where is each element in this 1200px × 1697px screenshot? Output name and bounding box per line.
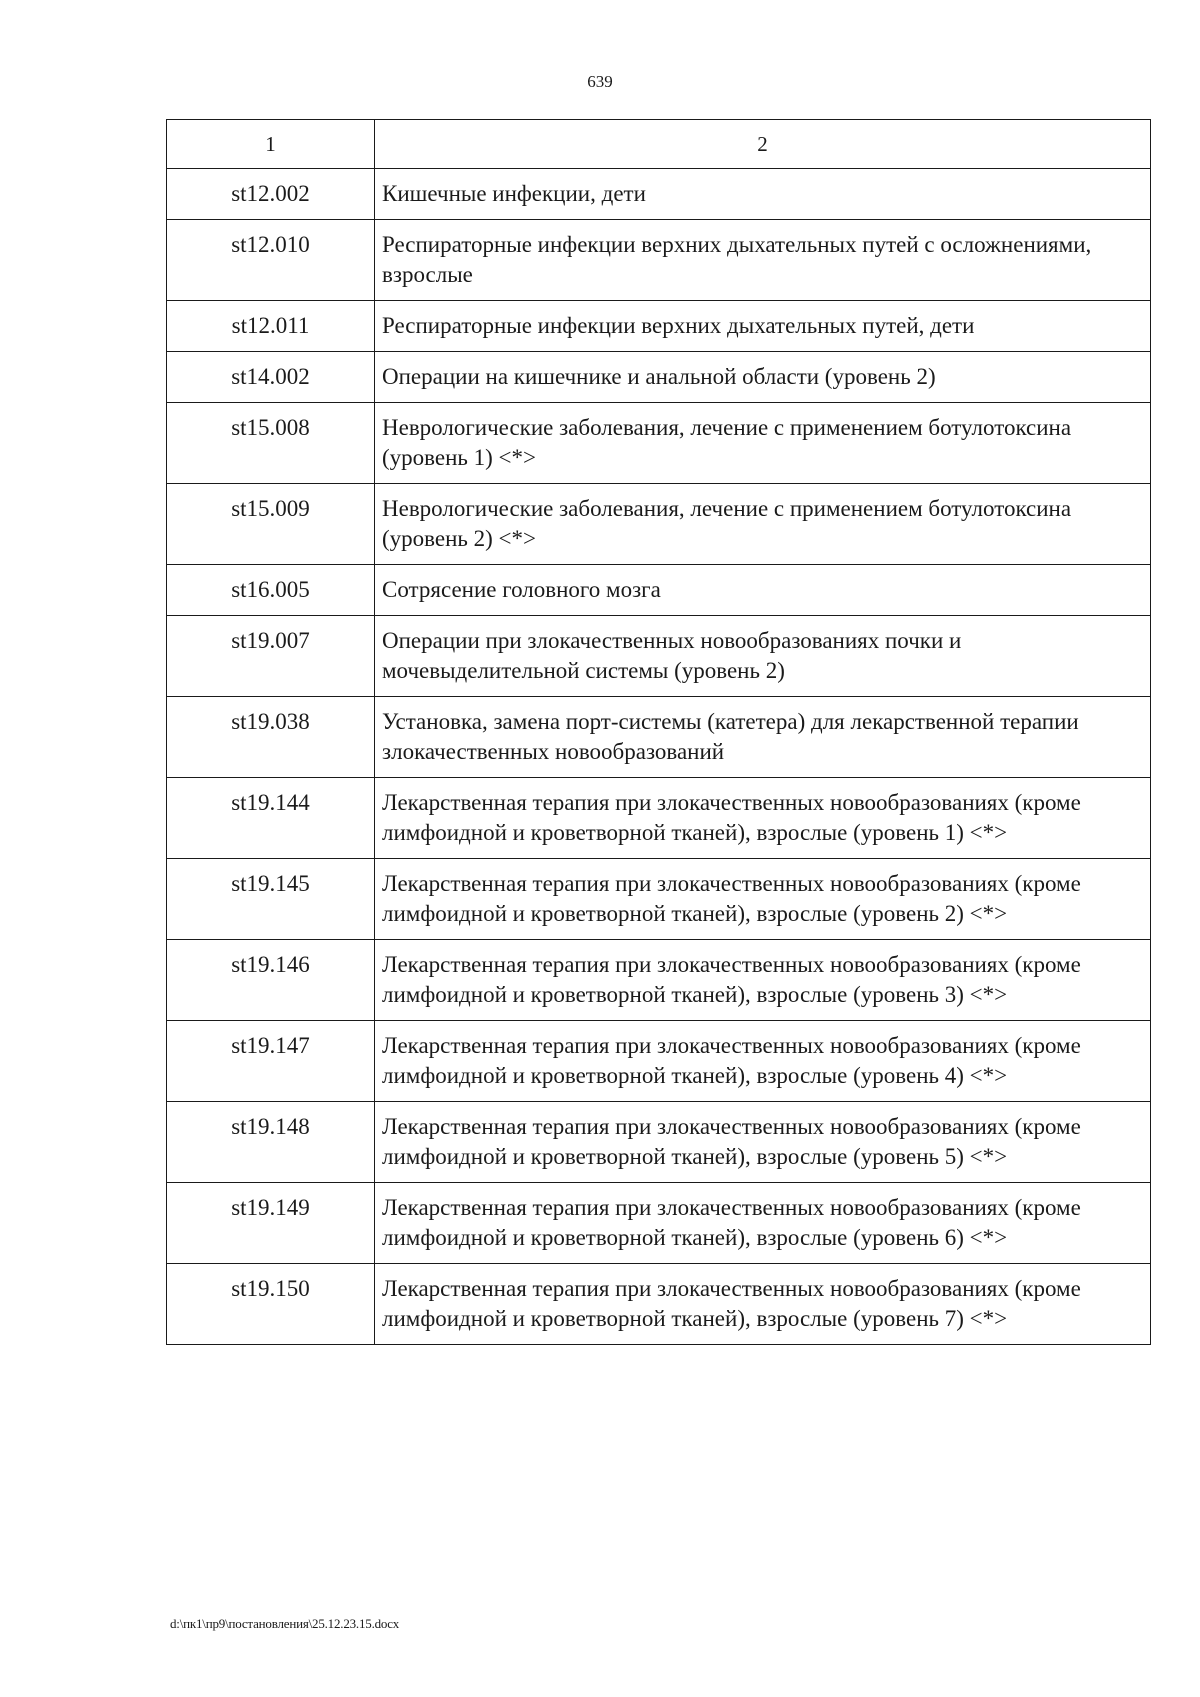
- table-row: [167, 940, 1151, 1021]
- table-row: [167, 778, 1151, 859]
- code-cell: st19.147: [167, 1021, 375, 1102]
- column-header-2: 2: [375, 120, 1151, 169]
- code-cell: st19.144: [167, 778, 375, 859]
- column-header-1: 1: [167, 120, 375, 169]
- code-cell: st14.002: [167, 352, 375, 403]
- code-cell: st19.148: [167, 1102, 375, 1183]
- name-cell: Респираторные инфекции верхних дыхательных путей, дети: [375, 301, 1151, 352]
- name-cell: Лекарственная терапия при злокачественных новообразованиях (кроме лимфоидной и кроветворной тканей), взрослые (уровень 4) <*>: [375, 1021, 1151, 1102]
- table-row: [167, 616, 1151, 697]
- name-cell: Лекарственная терапия при злокачественных новообразованиях (кроме лимфоидной и кроветворной тканей), взрослые (уровень 2) <*>: [375, 859, 1151, 940]
- name-cell: Лекарственная терапия при злокачественных новообразованиях (кроме лимфоидной и кроветворной тканей), взрослые (уровень 6) <*>: [375, 1183, 1151, 1264]
- table-row: [167, 1021, 1151, 1102]
- table-row: [167, 403, 1151, 484]
- code-cell: st19.007: [167, 616, 375, 697]
- table-header-row: [167, 120, 1151, 169]
- code-cell: st19.038: [167, 697, 375, 778]
- code-cell: st16.005: [167, 565, 375, 616]
- name-cell: Кишечные инфекции, дети: [375, 169, 1151, 220]
- code-cell: st19.150: [167, 1264, 375, 1345]
- table-row: [167, 1183, 1151, 1264]
- name-cell: Лекарственная терапия при злокачественных новообразованиях (кроме лимфоидной и кроветворной тканей), взрослые (уровень 1) <*>: [375, 778, 1151, 859]
- table-row: [167, 169, 1151, 220]
- table-row: [167, 352, 1151, 403]
- table-row: [167, 565, 1151, 616]
- name-cell: Сотрясение головного мозга: [375, 565, 1151, 616]
- footer-file-path: d:\пк1\пр9\постановления\25.12.23.15.docx: [170, 1616, 400, 1631]
- name-cell: Неврологические заболевания, лечение с применением ботулотоксина (уровень 2) <*>: [375, 484, 1151, 565]
- code-cell: st19.146: [167, 940, 375, 1021]
- table-row: [167, 697, 1151, 778]
- code-cell: st19.149: [167, 1183, 375, 1264]
- table-row: [167, 859, 1151, 940]
- table-row: [167, 220, 1151, 301]
- table-body: [167, 169, 1151, 1345]
- code-cell: st12.011: [167, 301, 375, 352]
- name-cell: Установка, замена порт-системы (катетера) для лекарственной терапии злокачественных новообразований: [375, 697, 1151, 778]
- code-cell: st15.008: [167, 403, 375, 484]
- table-row: [167, 1264, 1151, 1345]
- name-cell: Лекарственная терапия при злокачественных новообразованиях (кроме лимфоидной и кроветворной тканей), взрослые (уровень 7) <*>: [375, 1264, 1151, 1345]
- name-cell: Неврологические заболевания, лечение с применением ботулотоксина (уровень 1) <*>: [375, 403, 1151, 484]
- code-cell: st12.010: [167, 220, 375, 301]
- table-row: [167, 484, 1151, 565]
- name-cell: Лекарственная терапия при злокачественных новообразованиях (кроме лимфоидной и кроветворной тканей), взрослые (уровень 5) <*>: [375, 1102, 1151, 1183]
- name-cell: Лекарственная терапия при злокачественных новообразованиях (кроме лимфоидной и кроветворной тканей), взрослые (уровень 3) <*>: [375, 940, 1151, 1021]
- name-cell: Операции при злокачественных новообразованиях почки и мочевыделительной системы (уровень 2): [375, 616, 1151, 697]
- table-row: [167, 301, 1151, 352]
- code-cell: st19.145: [167, 859, 375, 940]
- name-cell: Респираторные инфекции верхних дыхательных путей с осложнениями, взрослые: [375, 220, 1151, 301]
- table-row: [167, 1102, 1151, 1183]
- code-table: [166, 119, 1151, 1345]
- code-cell: st12.002: [167, 169, 375, 220]
- name-cell: Операции на кишечнике и анальной области (уровень 2): [375, 352, 1151, 403]
- code-cell: st15.009: [167, 484, 375, 565]
- page-number: 639: [587, 72, 613, 91]
